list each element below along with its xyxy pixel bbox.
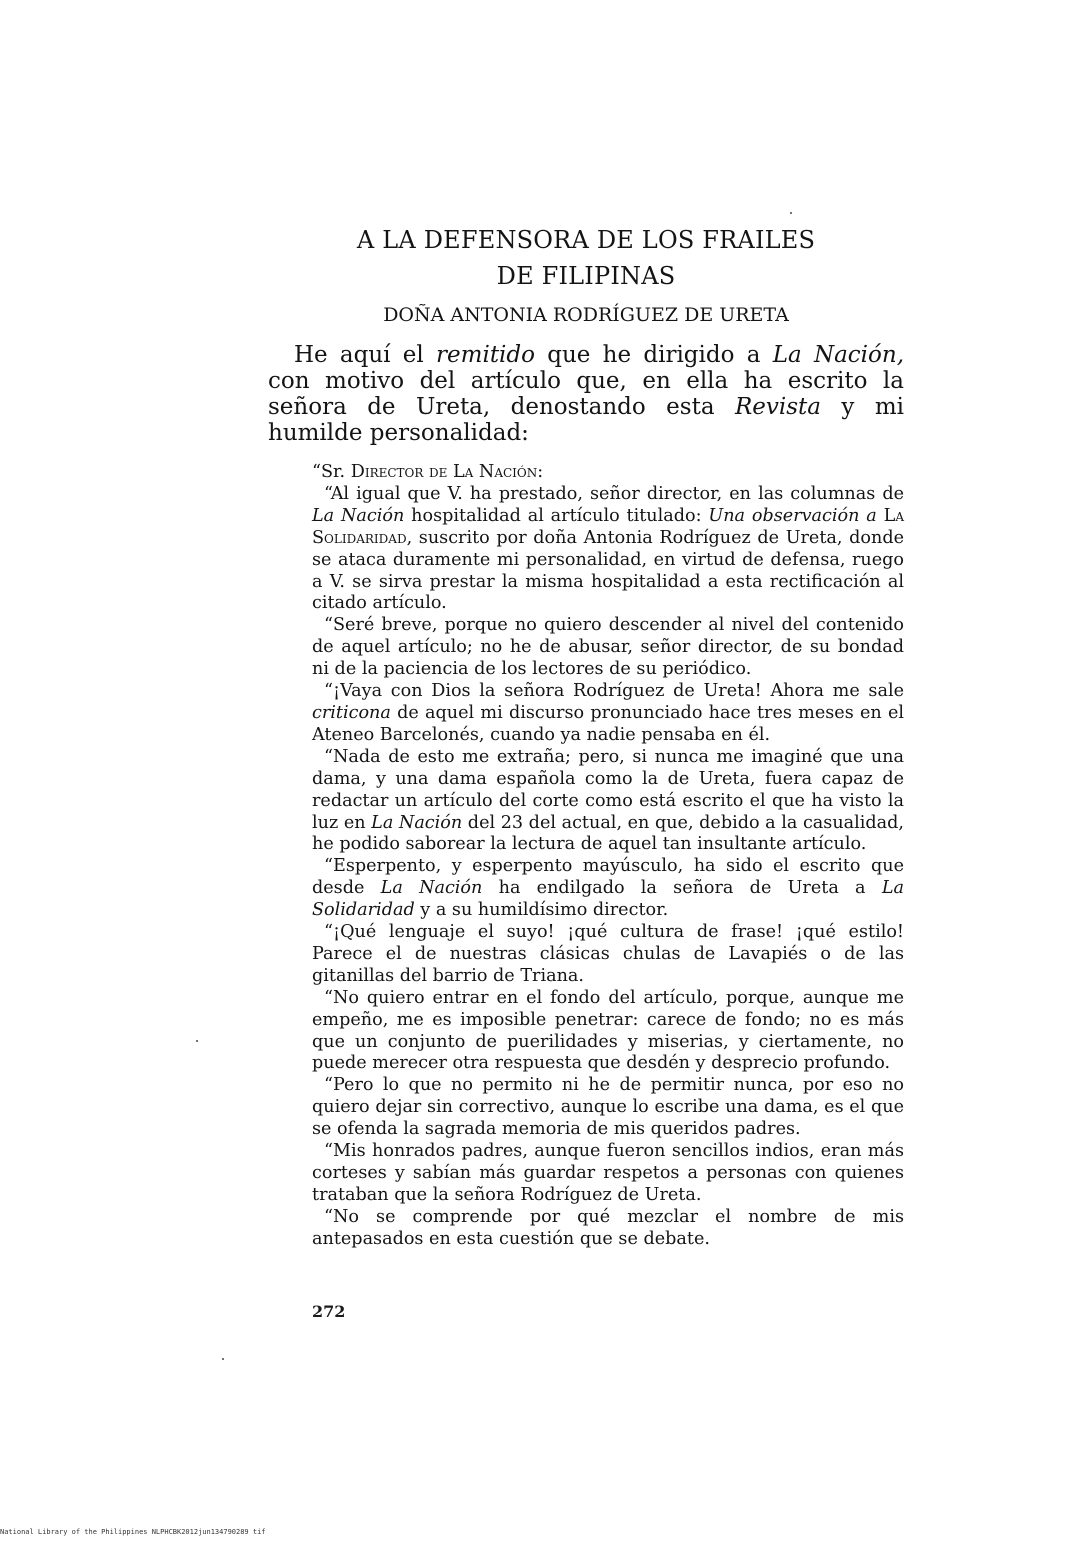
letter-paragraph-9: “Mis honrados padres, aunque fueron sencillos indios, eran más corteses y sabían más guardar respetos a personas con quienes trataban que la señora Rodríguez de Ureta. xyxy=(312,1141,904,1205)
p1-text-a: “Al igual que V. ha prestado, señor director, en las columnas de xyxy=(324,483,904,504)
letter-paragraph-1 xyxy=(312,484,904,615)
title-line-2: DE FILIPINAS xyxy=(496,262,676,290)
p5-text-a: “Esperpento, y esperpento mayúsculo, ha sido el escrito que desde xyxy=(312,856,904,899)
page-number: 272 xyxy=(312,1302,346,1321)
scan-speck xyxy=(196,1040,198,1042)
letter-paragraph-5 xyxy=(312,856,904,922)
p1-text-d: suscrito por doña Antonia Rodríguez de Ureta, donde se ataca duramente mi personalidad, en virtud de defensa, ruego a V. se sirva prestar la misma hospitalidad a esta rectificación al citado artículo. xyxy=(312,527,904,614)
letter-paragraph-4 xyxy=(312,747,904,857)
p5-text-b: ha endilgado la señora de Ureta a xyxy=(482,878,882,899)
letter-body xyxy=(268,462,904,1251)
p4-text-a: “Nada de esto me extraña; pero, si nunca me imaginé que una dama, y una dama española como la de Ureta, fuera capaz de redactar un artículo del corte como está escrito el que ha visto la luz en xyxy=(312,746,904,833)
intro-text-3: con motivo del artículo que, en ella ha escrito la señora de Ureta, denostando esta xyxy=(268,368,904,420)
article-subtitle: DOÑA ANTONIA RODRÍGUEZ DE URETA xyxy=(383,304,789,326)
p1-emphasis-1: La Nación xyxy=(312,505,405,526)
p5-text-c: y a su humildísimo director. xyxy=(414,900,669,921)
p4-text-b: del 23 del actual, en que, debido a la casualidad, he podido saborear la lectura de aquel tan insultante artículo. xyxy=(312,812,905,855)
letter-paragraph-2: “Seré breve, porque no quiero descender al nivel del contenido de aquel artículo; no he de abusar, señor director, de su bondad ni de la paciencia de los lectores de su periódico. xyxy=(312,615,904,680)
letter-paragraph-7: “No quiero entrar en el fondo del artículo, porque, aunque me empeño, me es imposible penetrar: carece de fondo; no es más que un conjunto de puerilidades y miserias, y ciertamente, no puede merecer otra respuesta que desdén y desprecio profundo. xyxy=(312,987,904,1074)
p4-emphasis-1: La Nación xyxy=(371,812,463,833)
intro-paragraph xyxy=(268,342,904,446)
intro-text-2: que he dirigido a xyxy=(535,342,773,368)
scan-footer: National Library of the Philippines NLPHCBK2012jun134790289 tif xyxy=(0,1528,266,1536)
p1-smallcaps: La Solidaridad, xyxy=(312,505,904,548)
p1-emphasis-2: Una observación a xyxy=(708,505,877,526)
intro-text-1: He aquí el xyxy=(294,342,437,368)
letter-paragraph-6: “¡Qué lenguaje el suyo! ¡qué cultura de frase! ¡qué estilo! Parece el de nuestras clásicas chulas de Lavapiés o de las gitanillas del barrio de Triana. xyxy=(312,922,904,986)
title-line-1: A LA DEFENSORA DE LOS FRAILES xyxy=(356,226,816,254)
intro-emphasis-remitido: remitido xyxy=(436,342,535,368)
article-title xyxy=(268,222,904,294)
p3-text-b: de aquel mi discurso pronunciado hace tres meses en el Ateneo Barcelonés, cuando ya nadie pensaba en él. xyxy=(312,702,904,745)
p1-text-c xyxy=(877,506,884,526)
p3-text-a: “¡Vaya con Dios la señora Rodríguez de Ureta! Ahora me sale xyxy=(324,681,904,702)
p5-emphasis-1: La Nación xyxy=(380,878,483,899)
p1-text-b: hospitalidad al artículo titulado: xyxy=(404,505,709,526)
salutation-addressee: Director de La Nación: xyxy=(350,462,544,482)
scan-speck xyxy=(222,1358,224,1360)
letter-paragraph-3 xyxy=(312,681,904,747)
intro-text-4: y mi humilde personalidad: xyxy=(268,394,905,446)
letter-salutation xyxy=(312,462,904,484)
intro-emphasis-la-nacion: La Nación, xyxy=(772,342,905,368)
p3-emphasis-1: criticona xyxy=(312,702,391,723)
document-page xyxy=(268,222,904,1251)
letter-paragraph-10: “No se comprende por qué mezclar el nombre de mis antepasados en esta cuestión que se debate. xyxy=(312,1206,904,1249)
scan-speck xyxy=(790,212,792,214)
salutation-prefix: “Sr. xyxy=(312,462,351,482)
intro-emphasis-revista: Revista xyxy=(734,394,822,420)
letter-paragraph-8: “Pero lo que no permito ni he de permitir nunca, por eso no quiero dejar sin correctivo, aunque lo escribe una dama, es el que se ofenda la sagrada memoria de mis queridos padres. xyxy=(312,1075,904,1140)
p5-emphasis-2: La Solidaridad xyxy=(312,878,904,921)
